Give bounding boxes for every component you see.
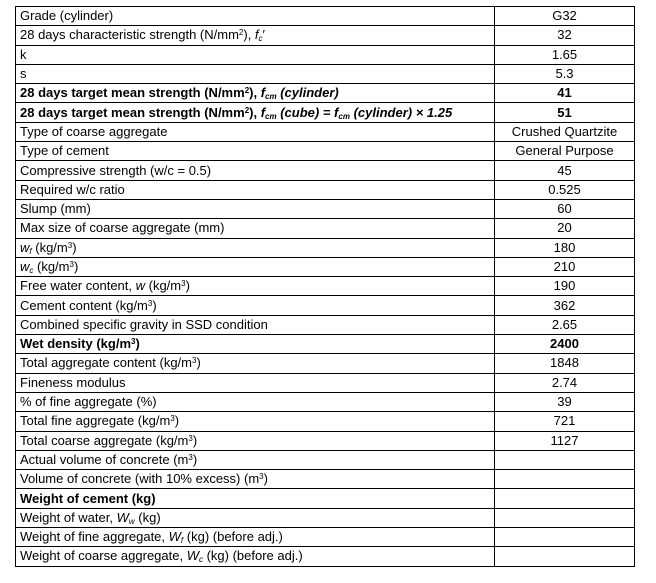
parameter-text-segment: 3	[181, 279, 186, 289]
parameter-text-segment: ),	[249, 85, 261, 101]
parameter-text-segment: Total fine aggregate (kg/m	[20, 413, 171, 429]
value-cell	[495, 489, 635, 508]
parameter-text-segment: (cylinder)	[276, 85, 339, 101]
parameter-cell	[16, 528, 495, 547]
parameter-text-segment: cm	[265, 111, 277, 121]
parameter-cell	[16, 64, 495, 83]
parameter-cell	[16, 103, 495, 122]
table-row	[16, 489, 635, 508]
parameter-text-segment: Cement content (kg/m	[20, 297, 148, 313]
parameter-text-segment: 2	[244, 86, 250, 96]
parameter-text-segment: f	[180, 536, 184, 546]
parameter-text-segment: w	[128, 516, 135, 526]
parameter-text-segment: (kg) (before adj.)	[202, 548, 303, 564]
table-row	[16, 84, 635, 103]
value-cell: 180	[495, 238, 635, 257]
value-cell: 32	[495, 26, 635, 45]
parameter-cell	[16, 257, 495, 276]
parameter-text-segment: c	[198, 555, 203, 565]
parameter-text-segment: 3	[170, 414, 175, 424]
parameter-text-segment: )	[72, 239, 77, 255]
mix-design-table-body	[16, 7, 635, 567]
value-cell: 2.65	[495, 315, 635, 334]
parameter-text-segment: )	[185, 278, 190, 294]
parameter-text-segment: f	[334, 104, 339, 120]
table-row	[16, 103, 635, 122]
parameter-cell	[16, 373, 495, 392]
table-row	[16, 219, 635, 238]
parameter-cell	[16, 470, 495, 489]
parameter-text-segment: Required w/c ratio	[20, 181, 125, 197]
parameter-text-segment: Weight of fine aggregate,	[20, 529, 169, 545]
parameter-text-segment: Grade (cylinder)	[20, 8, 114, 24]
value-cell: 210	[495, 257, 635, 276]
value-cell: 45	[495, 161, 635, 180]
table-row	[16, 547, 635, 566]
parameter-text-segment: 3	[188, 433, 193, 443]
parameter-text-segment: cm	[265, 92, 277, 102]
table-row	[16, 180, 635, 199]
parameter-text-segment: 3	[67, 240, 73, 250]
parameter-cell	[16, 238, 495, 257]
parameter-text-segment: (cylinder) × 1.25	[349, 104, 453, 120]
parameter-cell	[16, 199, 495, 218]
value-cell: 39	[495, 392, 635, 411]
parameter-text-segment: W	[168, 529, 181, 545]
parameter-text-segment: 28 days characteristic strength (N/mm	[20, 27, 239, 43]
parameter-text-segment: w	[20, 239, 30, 255]
parameter-cell	[16, 412, 495, 431]
table-row	[16, 257, 635, 276]
parameter-text-segment: (kg/m	[145, 278, 182, 294]
value-cell: 51	[495, 103, 635, 122]
parameter-text-segment: )	[135, 336, 140, 352]
parameter-text-segment: c	[258, 34, 263, 44]
parameter-text-segment: (kg)	[134, 509, 161, 525]
parameter-text-segment: % of fine aggregate (%)	[20, 394, 157, 410]
value-cell: Crushed Quartzite	[495, 122, 635, 141]
value-cell	[495, 470, 635, 489]
parameter-cell	[16, 277, 495, 296]
table-row	[16, 412, 635, 431]
parameter-text-segment: W	[116, 509, 129, 525]
value-cell: 60	[495, 199, 635, 218]
parameter-text-segment: Slump (mm)	[20, 201, 91, 217]
table-row	[16, 64, 635, 83]
parameter-cell	[16, 84, 495, 103]
table-row	[16, 431, 635, 450]
parameter-text-segment: Total coarse aggregate (kg/m	[20, 432, 189, 448]
parameter-text-segment: 3	[147, 298, 153, 308]
parameter-text-segment: s	[20, 66, 27, 82]
table-row	[16, 392, 635, 411]
parameter-text-segment: )	[263, 471, 268, 487]
parameter-cell	[16, 45, 495, 64]
parameter-text-segment: (kg) (before adj.)	[183, 529, 283, 545]
parameter-text-segment: Wet density (kg/m	[20, 336, 132, 352]
value-cell: 20	[495, 219, 635, 238]
parameter-text-segment: ),	[249, 104, 261, 120]
parameter-text-segment: Free water content,	[20, 278, 136, 294]
parameter-text-segment: )	[192, 432, 198, 448]
parameter-text-segment: Compressive strength (w/c = 0.5)	[20, 162, 212, 178]
value-cell: General Purpose	[495, 142, 635, 161]
table-row	[16, 7, 635, 26]
parameter-text-segment: 28 days target mean strength (N/mm	[20, 85, 245, 101]
value-cell: 190	[495, 277, 635, 296]
parameter-text-segment: 28 days target mean strength (N/mm	[20, 104, 245, 120]
parameter-cell	[16, 180, 495, 199]
parameter-cell	[16, 508, 495, 527]
table-row	[16, 142, 635, 161]
parameter-cell	[16, 161, 495, 180]
parameter-text-segment: )	[174, 413, 180, 429]
value-cell: 362	[495, 296, 635, 315]
value-cell: 721	[495, 412, 635, 431]
table-row	[16, 373, 635, 392]
value-cell: 1848	[495, 354, 635, 373]
parameter-text-segment: w	[20, 259, 30, 274]
value-cell	[495, 508, 635, 527]
parameter-cell	[16, 335, 495, 354]
table-row	[16, 335, 635, 354]
table-row	[16, 508, 635, 527]
parameter-text-segment: f	[29, 246, 32, 256]
parameter-text-segment: )	[196, 355, 201, 371]
table-row	[16, 277, 635, 296]
parameter-text-segment: )	[152, 297, 157, 313]
table-row	[16, 296, 635, 315]
parameter-text-segment: 2	[244, 105, 250, 115]
table-row	[16, 354, 635, 373]
parameter-cell	[16, 219, 495, 238]
parameter-text-segment: Type of coarse aggregate	[20, 123, 168, 139]
parameter-text-segment: 3	[188, 452, 193, 462]
parameter-text-segment: Weight of coarse aggregate,	[20, 548, 187, 564]
parameter-text-segment: 3	[69, 260, 74, 269]
parameter-text-segment: ′	[262, 27, 265, 43]
parameter-cell	[16, 547, 495, 566]
parameter-text-segment: k	[20, 46, 27, 62]
value-cell: 5.3	[495, 64, 635, 83]
parameter-text-segment: w	[135, 278, 146, 294]
table-row	[16, 528, 635, 547]
parameter-text-segment: f	[260, 85, 266, 101]
parameter-cell	[16, 450, 495, 469]
parameter-text-segment: Weight of water,	[20, 509, 117, 525]
parameter-cell	[16, 122, 495, 141]
parameter-cell	[16, 7, 495, 26]
parameter-text-segment: Actual volume of concrete (m	[20, 451, 189, 467]
parameter-text-segment: f	[260, 104, 266, 120]
value-cell: 41	[495, 84, 635, 103]
value-cell: 2.74	[495, 373, 635, 392]
parameter-text-segment: 3	[259, 472, 264, 482]
parameter-cell	[16, 489, 495, 508]
parameter-text-segment: W	[186, 548, 199, 564]
table-row	[16, 450, 635, 469]
parameter-cell	[16, 142, 495, 161]
parameter-cell	[16, 431, 495, 450]
value-cell: G32	[495, 7, 635, 26]
parameter-text-segment: c	[29, 266, 34, 275]
parameter-text-segment: f	[254, 27, 259, 43]
parameter-text-segment: )	[73, 259, 79, 274]
table-row	[16, 122, 635, 141]
parameter-cell	[16, 315, 495, 334]
table-row	[16, 26, 635, 45]
parameter-text-segment: 3	[192, 356, 197, 366]
parameter-text-segment: ),	[243, 27, 255, 43]
parameter-cell	[16, 26, 495, 45]
parameter-text-segment: Volume of concrete (with 10% excess) (m	[20, 471, 260, 487]
parameter-text-segment: Combined specific gravity in SSD condition	[20, 316, 268, 332]
parameter-text-segment: Fineness modulus	[20, 374, 126, 390]
table-row	[16, 315, 635, 334]
parameter-cell	[16, 296, 495, 315]
parameter-text-segment: Max size of coarse aggregate (mm)	[20, 220, 225, 236]
value-cell	[495, 528, 635, 547]
value-cell: 1.65	[495, 45, 635, 64]
parameter-text-segment: 2	[238, 28, 244, 38]
parameter-text-segment: )	[192, 451, 198, 467]
value-cell	[495, 547, 635, 566]
parameter-text-segment: Type of cement	[20, 143, 109, 159]
parameter-text-segment: Total aggregate content (kg/m	[20, 355, 192, 371]
table-row	[16, 470, 635, 489]
value-cell: 2400	[495, 335, 635, 354]
table-row	[16, 238, 635, 257]
parameter-cell	[16, 392, 495, 411]
parameter-text-segment: (cube) =	[276, 104, 335, 120]
parameter-text-segment: (kg/m	[33, 259, 70, 274]
value-cell	[495, 450, 635, 469]
value-cell: 0.525	[495, 180, 635, 199]
table-row	[16, 161, 635, 180]
parameter-text-segment: (kg/m	[31, 239, 68, 255]
parameter-cell	[16, 354, 495, 373]
parameter-text-segment: Weight of cement (kg)	[20, 490, 156, 506]
parameter-text-segment: 3	[131, 337, 136, 347]
table-row	[16, 199, 635, 218]
parameter-text-segment: cm	[338, 111, 350, 121]
value-cell: 1127	[495, 431, 635, 450]
mix-design-table	[15, 6, 635, 567]
table-row	[16, 45, 635, 64]
